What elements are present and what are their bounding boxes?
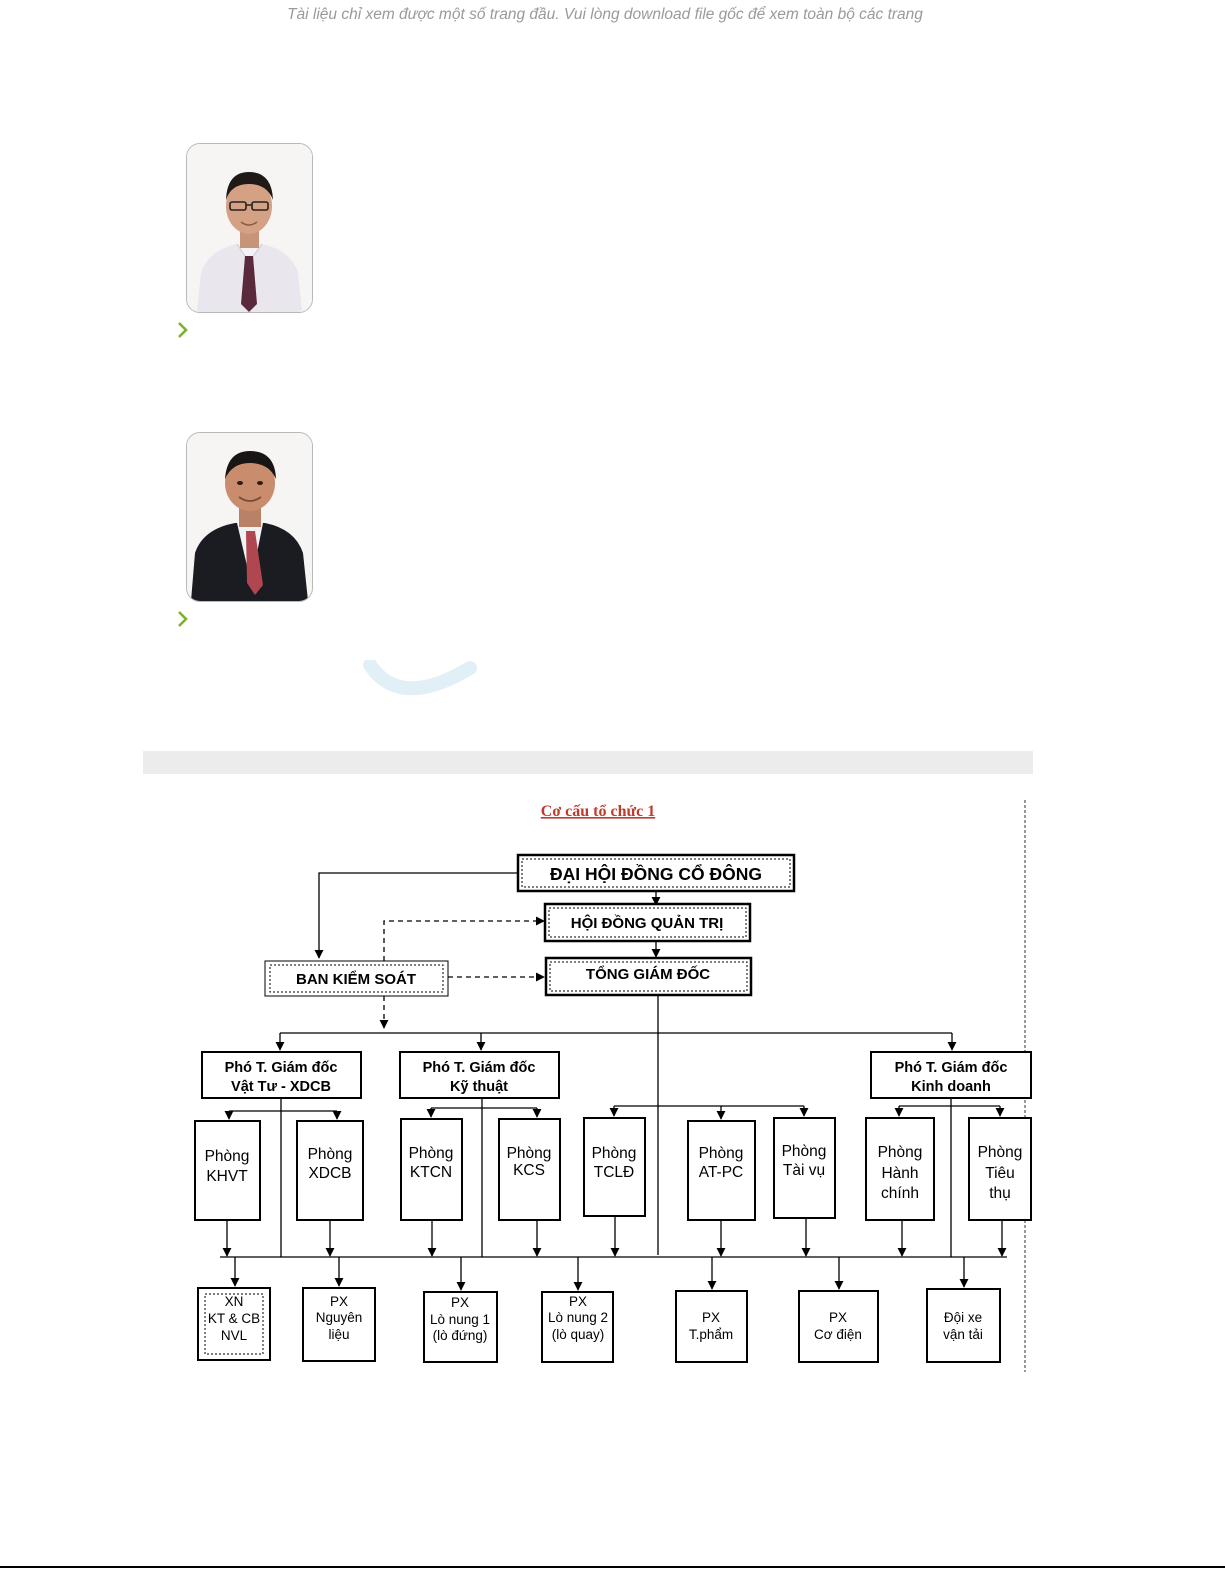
svg-text:Vật Tư - XDCB: Vật Tư - XDCB [231,1079,331,1095]
svg-text:Phó T. Giám đốc: Phó T. Giám đốc [422,1060,536,1076]
svg-text:PX: PX [828,1310,848,1325]
dept-tcld-box [584,1118,645,1216]
svg-text:Lò nung 1: Lò nung 1 [429,1312,491,1327]
svg-text:AT-PC: AT-PC [698,1164,744,1181]
svg-text:BAN KIỂM SOÁT: BAN KIỂM SOÁT [296,971,416,988]
unit-px-nguyenlieu-box [303,1288,375,1361]
svg-text:Cơ điện: Cơ điện [814,1327,862,1342]
svg-text:Phòng: Phòng [204,1148,250,1165]
svg-text:KT & CB: KT & CB [207,1311,261,1326]
svg-text:liệu: liệu [328,1327,350,1342]
svg-text:Phòng: Phòng [781,1143,827,1160]
unit-px-codien-box [799,1291,878,1362]
hdqt-box [545,904,750,941]
page-bottom-rule [0,1566,1225,1568]
unit-doixe-box [927,1289,1000,1362]
svg-text:Nguyên: Nguyên [315,1310,363,1325]
svg-text:TCLĐ: TCLĐ [593,1164,635,1181]
svg-text:thụ: thụ [989,1185,1011,1202]
dept-kcs-box [499,1119,560,1220]
svg-text:Phó T. Giám đốc: Phó T. Giám đốc [894,1060,1008,1076]
svg-text:Phòng: Phòng [506,1145,552,1162]
svg-text:HỘI ĐỒNG QUẢN TRỊ: HỘI ĐỒNG QUẢN TRỊ [570,915,724,932]
svg-text:T.phẩm: T.phẩm [688,1327,734,1342]
svg-text:Hành: Hành [881,1165,919,1182]
svg-text:Tiêu: Tiêu [985,1165,1015,1182]
svg-text:vận tải: vận tải [943,1327,983,1342]
svg-text:XN: XN [224,1294,244,1309]
unit-xn-ktcb-box [198,1288,270,1360]
svg-text:Lò nung 2: Lò nung 2 [547,1310,609,1325]
svg-text:PX: PX [329,1294,349,1309]
svg-text:(lò quay): (lò quay) [551,1327,605,1342]
svg-text:Phòng: Phòng [591,1145,637,1162]
dept-taivu-box [774,1118,835,1218]
svg-text:KHVT: KHVT [206,1168,248,1185]
svg-text:KTCN: KTCN [409,1164,453,1181]
svg-text:PX: PX [450,1295,470,1310]
svg-text:Kỹ thuật: Kỹ thuật [450,1079,508,1095]
tgd-box [546,958,751,995]
vp-business-box [871,1052,1031,1098]
svg-text:PX: PX [568,1294,588,1309]
bks-box [265,961,448,996]
svg-text:Phòng: Phòng [877,1144,923,1161]
svg-text:PX: PX [701,1310,721,1325]
preview-notice: Tài liệu chỉ xem được một số trang đầu. Vui lòng download file gốc để xem toàn bộ các trang [287,6,923,23]
vp-materials-box [202,1052,361,1098]
svg-text:KCS: KCS [513,1162,545,1179]
dept-ktcn-box [401,1119,462,1220]
svg-text:NVL: NVL [220,1328,248,1343]
dept-tieuthu-box [969,1118,1031,1220]
unit-px-thanhpham-box [676,1291,747,1362]
dept-xdcb-box [297,1121,363,1220]
svg-text:Kinh doanh: Kinh doanh [911,1079,991,1095]
unit-px-lonung1-box [424,1292,497,1362]
svg-text:XDCB: XDCB [308,1165,352,1182]
svg-text:ĐẠI HỘI ĐỒNG CỔ ĐÔNG: ĐẠI HỘI ĐỒNG CỔ ĐÔNG [550,864,762,884]
svg-text:Phòng: Phòng [977,1144,1023,1161]
unit-px-lonung2-box [542,1292,613,1362]
svg-text:Phó T. Giám đốc: Phó T. Giám đốc [224,1060,338,1076]
svg-text:(lò đứng): (lò đứng) [432,1328,488,1343]
vp-technical-box [400,1052,559,1098]
svg-text:Đội xe: Đội xe [943,1310,983,1325]
svg-text:Phòng: Phòng [408,1145,454,1162]
dept-hanhchinh-box [866,1118,934,1220]
dept-khvt-box [195,1121,260,1220]
svg-text:Phòng: Phòng [307,1146,353,1163]
svg-text:Phòng: Phòng [698,1145,744,1162]
svg-text:chính: chính [881,1185,919,1202]
svg-text:TỔNG GIÁM ĐỐC: TỔNG GIÁM ĐỐC [585,966,711,983]
dept-atpc-box [688,1121,755,1220]
chart-title: Cơ cấu tổ chức 1 [540,803,656,820]
dhdcd-box [518,855,794,891]
svg-text:Tài vụ: Tài vụ [782,1162,826,1179]
